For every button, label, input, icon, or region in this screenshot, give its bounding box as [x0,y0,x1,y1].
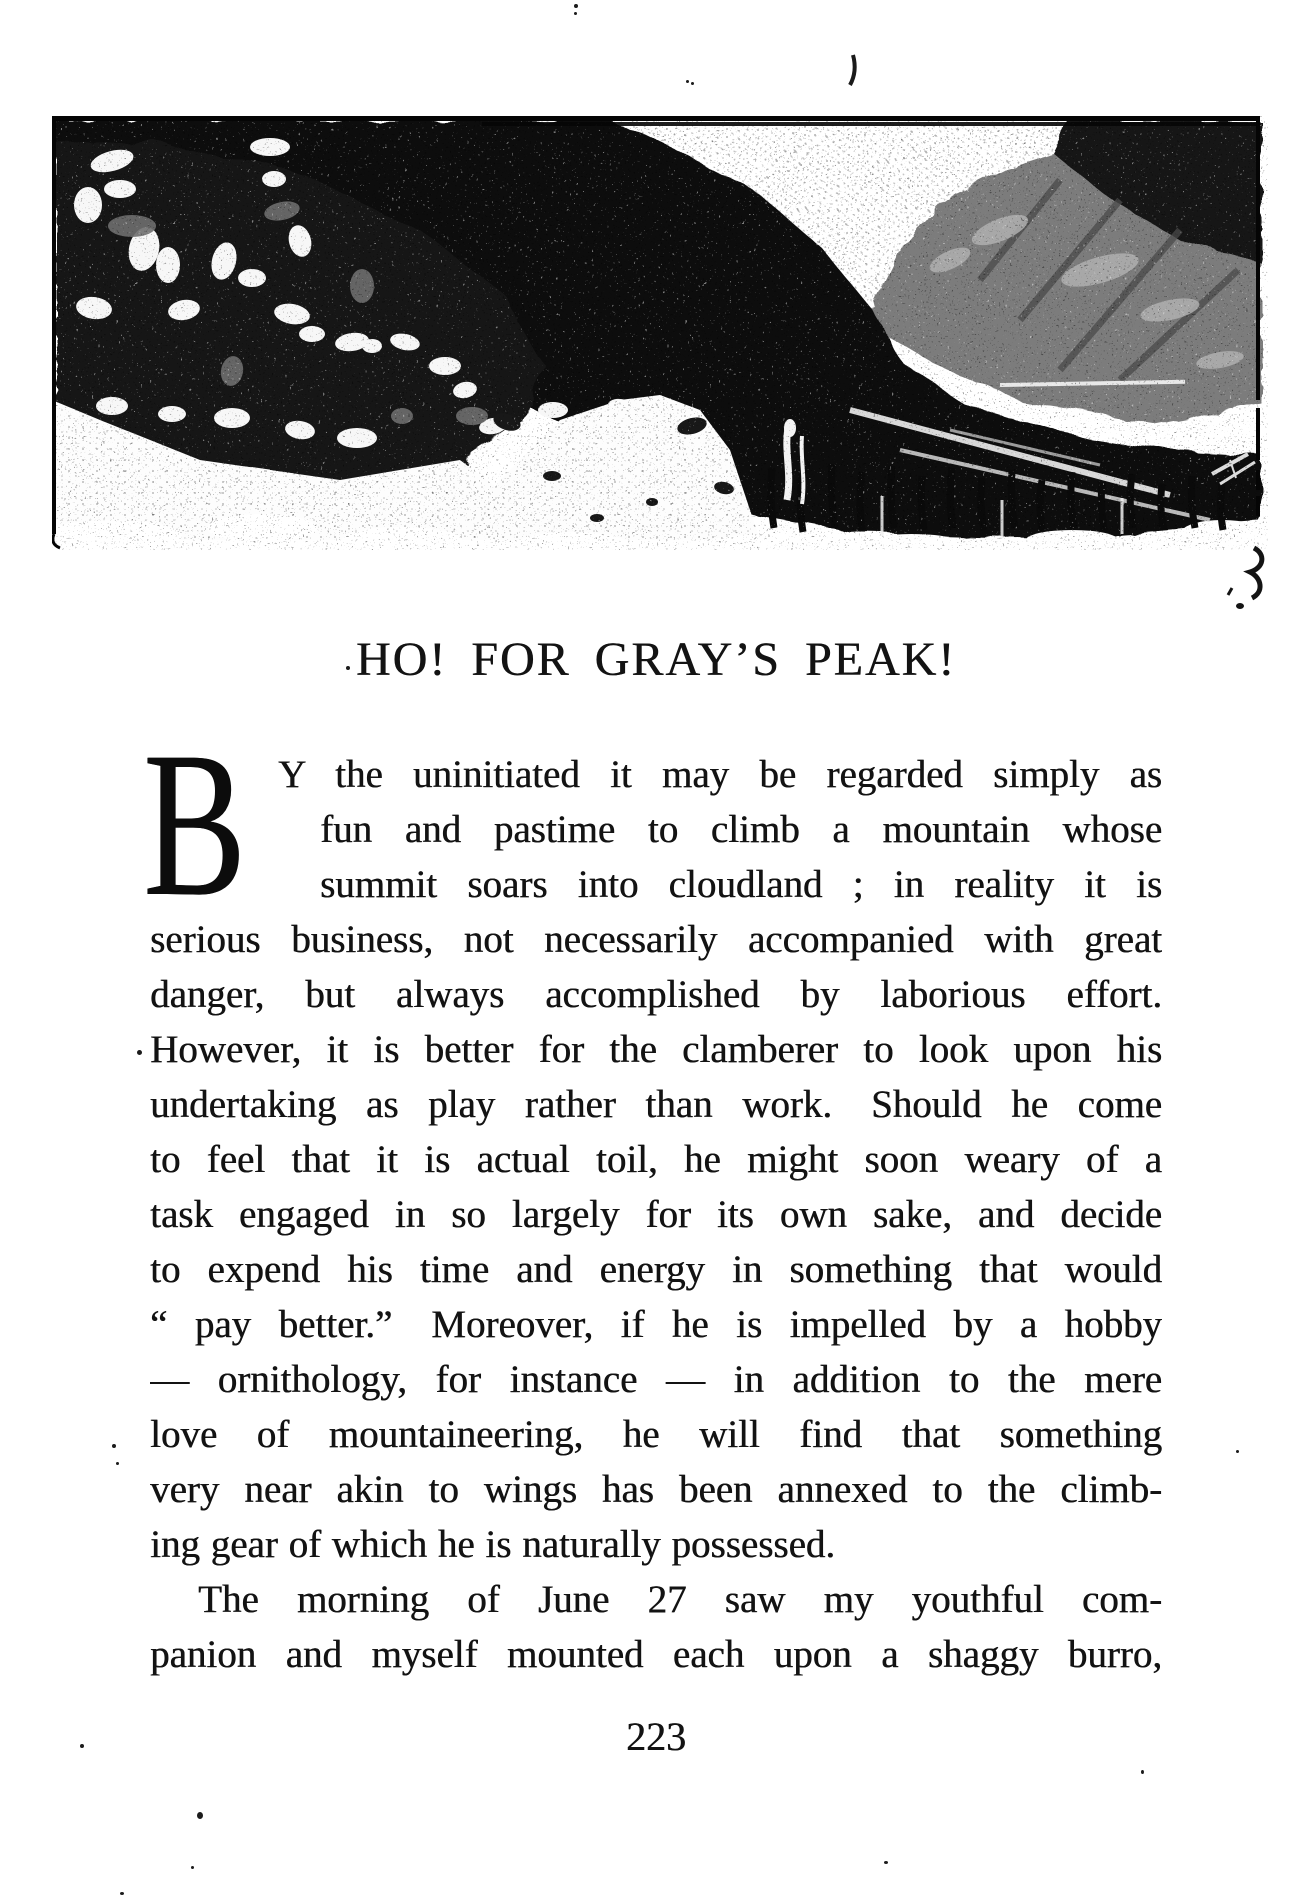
text-line: Y the uninitiated it may be regarded simply as [278,753,1162,796]
scan-speck [574,12,577,15]
text-line: panion and myself mounted each upon a shaggy burro, [150,1633,1162,1676]
scan-speck [686,80,689,83]
text-line: serious business, not necessarily accompanied with great [150,918,1162,961]
scan-speck [116,1462,119,1465]
ink-tick-mark [846,52,860,88]
text-line: ing gear of which he is naturally possessed. [150,1523,836,1566]
text-line: However, it is better for the clamberer to look upon his [150,1028,1162,1071]
scan-speck [137,1050,142,1055]
text-line: The morning of June 27 saw my youthful com- [198,1578,1162,1621]
mountain-valley-engraving-svg [52,116,1268,550]
scan-speck [1141,1770,1144,1774]
text-line: — ornithology, for instance — in addition to the mere [150,1358,1162,1401]
scan-speck [346,666,350,670]
scan-speck [691,82,694,85]
text-line: undertaking as play rather than work. Should he come [150,1083,1162,1126]
text-line: love of mountaineering, he will find that something [150,1413,1162,1456]
scan-speck [574,4,578,8]
text-line: fun and pastime to climb a mountain whose [320,808,1162,851]
chapter-title: HO! FOR GRAY’S PEAK! [355,633,957,686]
text-line: “ pay better.” Moreover, if he is impelled by a hobby [150,1303,1162,1346]
text-line: task engaged in so largely for its own sake, and decide [150,1193,1162,1236]
text-line: summit soars into cloudland ; in reality it is [320,863,1162,906]
text-line: to expend his time and energy in something that would [150,1248,1162,1291]
text-line: danger, but always accomplished by laborious effort. [150,973,1162,1016]
page-curl-mark [1226,544,1272,612]
scan-speck [120,1892,124,1895]
scan-speck [191,1866,194,1869]
page-number: 223 [626,1714,686,1759]
scan-speck [197,1812,203,1819]
text-line: very near akin to wings has been annexed to the climb- [150,1468,1162,1511]
text-line: to feel that it is actual toil, he might soon weary of a [150,1138,1162,1181]
scan-speck [112,1444,116,1448]
drop-cap: B [143,709,246,939]
scan-speck [884,1861,888,1864]
mountain-valley-illustration [52,116,1268,550]
scan-speck [1236,1450,1239,1453]
scan-speck [80,1744,84,1748]
